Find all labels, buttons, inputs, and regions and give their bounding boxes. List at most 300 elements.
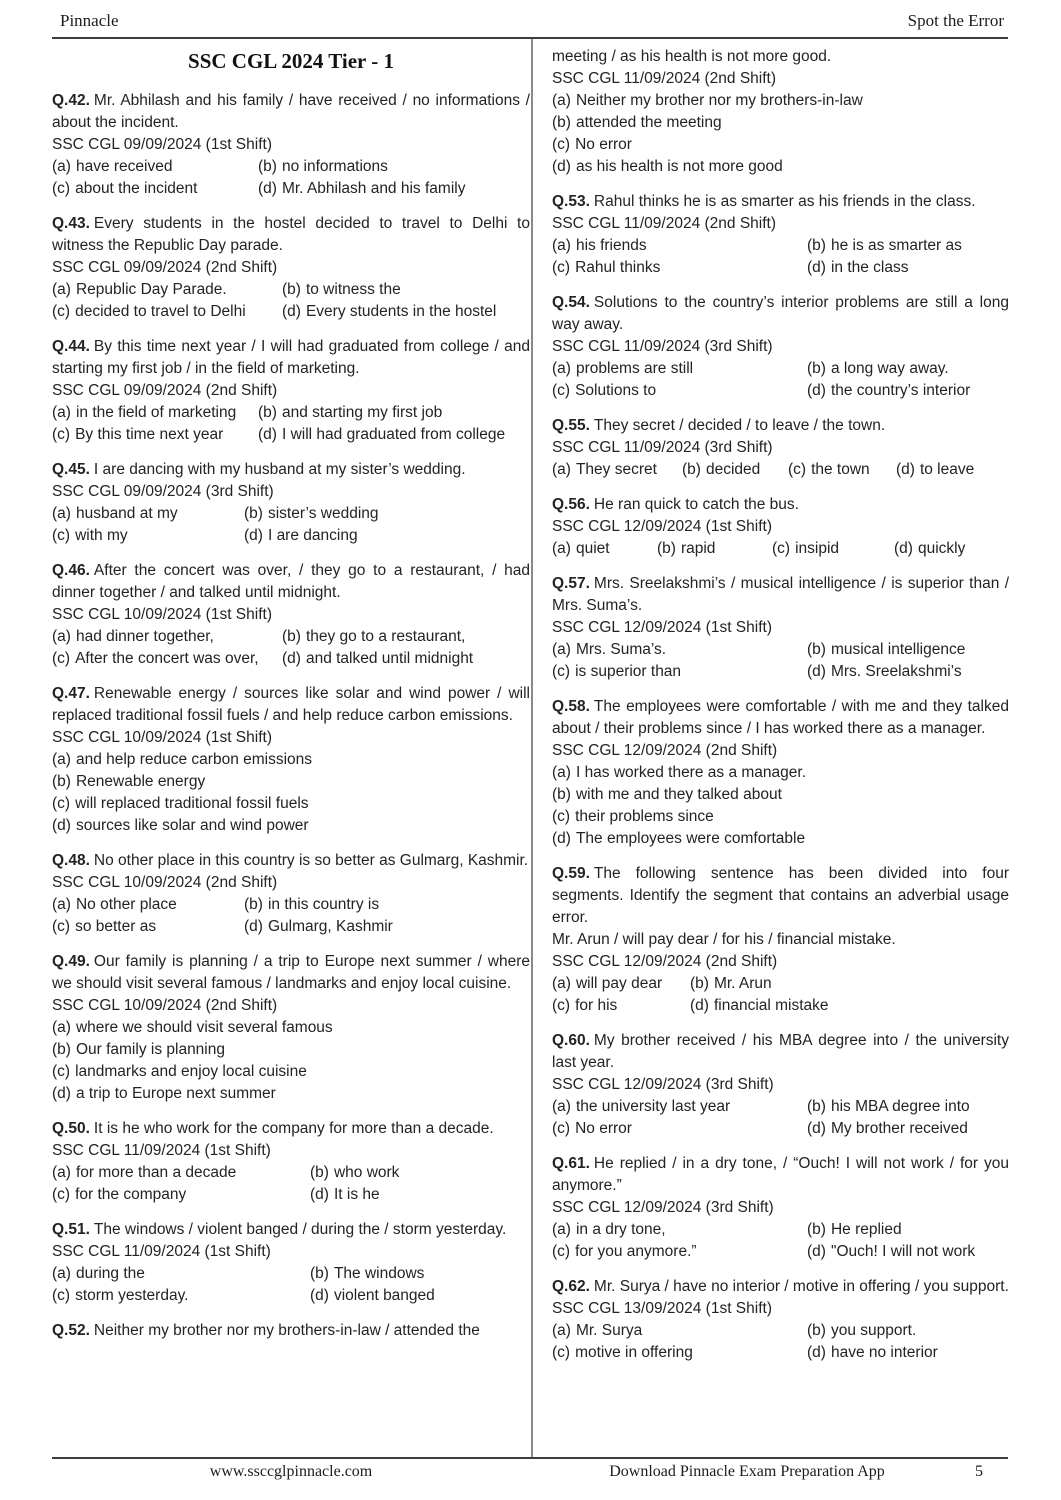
option-text: quickly (917, 540, 966, 557)
options-group (52, 1263, 530, 1307)
option-label: (a) (552, 975, 571, 992)
option-label: (a) (52, 1019, 71, 1036)
option-label: (c) (552, 663, 571, 680)
question-block (52, 850, 530, 938)
question-text (552, 292, 1009, 336)
option-item (552, 156, 1009, 178)
exam-shift-label: SSC CGL 11/09/2024 (3rd Shift) (552, 338, 773, 355)
option-label: (c) (52, 1063, 71, 1080)
option-label: (a) (52, 1265, 71, 1282)
exam-shift-label: SSC CGL 09/09/2024 (2nd Shift) (52, 259, 278, 276)
option-text: He replied (830, 1221, 902, 1238)
option-text: Every students in the hostel (305, 303, 497, 320)
header-brand: Pinnacle (60, 11, 119, 30)
option-label: (a) (52, 158, 71, 175)
options-group (52, 1017, 530, 1105)
option-label: (c) (552, 1120, 571, 1137)
option-item (52, 424, 258, 446)
option-label: (b) (807, 641, 826, 658)
option-label: (c) (788, 461, 807, 478)
option-item (772, 538, 894, 560)
option-item (52, 749, 530, 771)
option-label: (c) (52, 650, 71, 667)
question-text (52, 90, 530, 134)
question-sentence-text: The employees were comfortable / with me and they talked about / their problems since / I has worked there as a manager. (552, 698, 1009, 737)
option-item (552, 134, 1009, 156)
question-block (52, 336, 530, 446)
options-group (52, 626, 530, 670)
option-label: (b) (807, 1221, 826, 1238)
option-label: (b) (682, 461, 701, 478)
option-label: (b) (690, 975, 709, 992)
option-item (52, 178, 258, 200)
option-label: (d) (552, 158, 571, 175)
option-label: (a) (52, 751, 71, 768)
option-text: where we should visit several famous (75, 1019, 333, 1036)
option-text: have received (75, 158, 173, 175)
options-group (52, 402, 530, 446)
exam-shift-label: SSC CGL 12/09/2024 (3rd Shift) (552, 1199, 774, 1216)
question-block (552, 494, 1009, 560)
question-block (552, 573, 1009, 683)
option-label: (a) (52, 628, 71, 645)
option-item (552, 459, 682, 481)
page-title: SSC CGL 2024 Tier - 1 (188, 49, 394, 73)
question-sentence-text: Neither my brother nor my brothers-in-law / attended the (93, 1322, 480, 1339)
exam-shift-label: SSC CGL 09/09/2024 (3rd Shift) (52, 483, 274, 500)
option-item (657, 538, 772, 560)
option-text: as his health is not more good (575, 158, 783, 175)
option-text: Solutions to (575, 382, 657, 399)
option-item (552, 661, 807, 683)
question-text (52, 560, 530, 604)
option-label: (b) (244, 896, 263, 913)
option-item (552, 1342, 807, 1364)
option-label: (c) (552, 808, 571, 825)
option-item (807, 661, 1009, 683)
option-text: I are dancing (267, 527, 358, 544)
option-item (552, 1096, 807, 1118)
option-text: motive in offering (575, 1344, 693, 1361)
right-column (552, 46, 1009, 1377)
option-text: their problems since (575, 808, 714, 825)
header-rule (52, 37, 1008, 39)
option-text: for the company (75, 1186, 187, 1203)
option-text: husband at my (75, 505, 178, 522)
option-label: (d) (807, 259, 826, 276)
question-number: Q.57. (552, 575, 590, 592)
option-label: (a) (52, 896, 71, 913)
option-text: had dinner together, (75, 628, 214, 645)
question-number: Q.50. (52, 1120, 90, 1137)
question-sentence-text: Every students in the hostel decided to travel to Delhi to witness the Republic Day parade. (52, 215, 530, 254)
question-number: Q.44. (52, 338, 90, 355)
option-label: (d) (807, 663, 826, 680)
option-item (552, 995, 690, 1017)
option-label: (a) (552, 1221, 571, 1238)
option-label: (c) (552, 1344, 571, 1361)
option-text: you support. (830, 1322, 917, 1339)
left-column (52, 46, 530, 1355)
left-column-questions (52, 90, 530, 1342)
question-text (52, 850, 530, 872)
question-block (52, 1320, 530, 1342)
question-block (552, 191, 1009, 279)
option-text: Mr. Surya (575, 1322, 643, 1339)
option-item (807, 1320, 1009, 1342)
option-item (807, 358, 1009, 380)
option-label: (d) (690, 997, 709, 1014)
exam-shift-label: SSC CGL 09/09/2024 (2nd Shift) (52, 382, 278, 399)
footer-app-text: Download Pinnacle Exam Preparation App (609, 1463, 885, 1480)
option-label: (a) (52, 505, 71, 522)
option-text: decided to travel to Delhi (75, 303, 246, 320)
question-text (52, 683, 530, 727)
option-item (807, 1241, 1009, 1263)
option-label: (b) (282, 281, 301, 298)
option-item (552, 639, 807, 661)
options-group (52, 503, 530, 547)
option-label: (d) (807, 1344, 826, 1361)
question-text (552, 863, 1009, 929)
option-item (552, 538, 657, 560)
question-sentence-text: After the concert was over, / they go to a restaurant, / had dinner together / and talked until midnight. (52, 562, 530, 601)
column-divider (531, 39, 533, 1457)
option-label: (b) (552, 786, 571, 803)
question-sentence-text: My brother received / his MBA degree into / the university last year. (552, 1032, 1009, 1071)
option-label: (a) (52, 281, 71, 298)
option-text: in the class (830, 259, 909, 276)
option-label: (c) (772, 540, 791, 557)
exam-shift-label: SSC CGL 10/09/2024 (1st Shift) (52, 729, 272, 746)
question-text (52, 213, 530, 257)
option-item (52, 815, 530, 837)
option-text: in this country is (267, 896, 380, 913)
options-group (552, 973, 1009, 1017)
option-text: will replaced traditional fossil fuels (75, 795, 309, 812)
option-text: I will had graduated from college (281, 426, 506, 443)
option-item (552, 1219, 807, 1241)
question-block (552, 696, 1009, 850)
question-sentence-text: Solutions to the country’s interior problems are still a long way away. (552, 294, 1009, 333)
question-sentence-text: meeting / as his health is not more good. (552, 48, 832, 65)
option-item (244, 503, 530, 525)
option-label: (c) (552, 136, 571, 153)
exam-shift-label: SSC CGL 11/09/2024 (3rd Shift) (552, 439, 773, 456)
option-text: Mr. Arun (713, 975, 772, 992)
options-group (52, 749, 530, 837)
option-text: "Ouch! I will not work (830, 1243, 976, 1260)
option-text: no informations (281, 158, 388, 175)
question-sentence-text: Mr. Surya / have no interior / motive in offering / you support. (593, 1278, 1009, 1295)
option-text: the town (811, 461, 870, 478)
option-text: and starting my first job (281, 404, 443, 421)
option-label: (a) (552, 1322, 571, 1339)
question-sentence-text: He ran quick to catch the bus. (593, 496, 799, 513)
option-text: My brother received (830, 1120, 968, 1137)
option-item (552, 112, 1009, 134)
option-item (52, 1017, 530, 1039)
option-item (807, 257, 1009, 279)
option-label: (b) (807, 1098, 826, 1115)
option-text: have no interior (830, 1344, 938, 1361)
option-label: (d) (310, 1186, 329, 1203)
question-number: Q.51. (52, 1221, 90, 1238)
option-label: (c) (52, 918, 71, 935)
option-item (552, 762, 1009, 784)
option-text: will pay dear (575, 975, 663, 992)
question-text (552, 494, 1009, 516)
option-text: for more than a decade (75, 1164, 237, 1181)
exam-shift-label: SSC CGL 10/09/2024 (2nd Shift) (52, 997, 278, 1014)
options-group (52, 1162, 530, 1206)
option-item (258, 402, 530, 424)
option-text: to witness the (305, 281, 401, 298)
option-label: (b) (657, 540, 676, 557)
option-text: No error (575, 1120, 632, 1137)
option-item (552, 380, 807, 402)
option-text: the university last year (575, 1098, 731, 1115)
option-item (258, 424, 530, 446)
option-text: a trip to Europe next summer (75, 1085, 276, 1102)
question-sentence-text: The windows / violent banged / during the / storm yesterday. (93, 1221, 507, 1238)
option-item (52, 1184, 310, 1206)
option-label: (a) (552, 1098, 571, 1115)
option-item (552, 1320, 807, 1342)
option-label: (d) (807, 1243, 826, 1260)
exam-shift-label: SSC CGL 10/09/2024 (2nd Shift) (52, 874, 278, 891)
question-block (552, 46, 1009, 178)
option-item (52, 503, 244, 525)
exam-shift-label: SSC CGL 11/09/2024 (2nd Shift) (552, 70, 777, 87)
options-group (552, 538, 1009, 560)
option-item (788, 459, 896, 481)
options-group (52, 156, 530, 200)
option-label: (d) (282, 303, 301, 320)
question-sentence-text: Mrs. Sreelakshmi’s / musical intelligence / is superior than / Mrs. Suma’s. (552, 575, 1009, 614)
question-block (552, 1276, 1009, 1364)
option-item (258, 156, 530, 178)
question-number: Q.52. (52, 1322, 90, 1339)
option-label: (c) (552, 997, 571, 1014)
option-label: (b) (258, 158, 277, 175)
footer-website: www.ssccglpinnacle.com (209, 1463, 373, 1480)
option-label: (c) (52, 1186, 71, 1203)
option-item (258, 178, 530, 200)
option-item (690, 973, 1009, 995)
question-number: Q.62. (552, 1278, 590, 1295)
option-item (807, 1118, 1009, 1140)
option-item (807, 1342, 1009, 1364)
question-number: Q.42. (52, 92, 90, 109)
option-item (282, 626, 530, 648)
option-text: storm yesterday. (75, 1287, 189, 1304)
option-label: (b) (52, 1041, 71, 1058)
options-group (52, 894, 530, 938)
question-block (52, 459, 530, 547)
option-item (807, 235, 1009, 257)
option-label: (d) (552, 830, 571, 847)
option-text: for his (575, 997, 618, 1014)
footer-rule (52, 1457, 1008, 1459)
question-sentence-text: No other place in this country is so better as Gulmarg, Kashmir. (93, 852, 529, 869)
options-group (552, 1096, 1009, 1140)
question-block (552, 1030, 1009, 1140)
option-item (52, 402, 258, 424)
question-block (52, 90, 530, 200)
option-text: and help reduce carbon emissions (75, 751, 313, 768)
question-number: Q.49. (52, 953, 90, 970)
option-label: (b) (807, 360, 826, 377)
footer-page-number: 5 (975, 1463, 983, 1480)
question-sentence-text: The following sentence has been divided into four segments. Identify the segment that contains an adverbial usage error. (552, 865, 1009, 926)
option-text: After the concert was over, (75, 650, 259, 667)
option-item (310, 1184, 530, 1206)
option-text: insipid (795, 540, 840, 557)
option-label: (a) (552, 92, 571, 109)
option-text: musical intelligence (830, 641, 966, 658)
option-text: Mrs. Suma’s. (575, 641, 667, 658)
option-text: Neither my brother nor my brothers-in-law (575, 92, 863, 109)
option-label: (a) (552, 237, 571, 254)
option-text: landmarks and enjoy local cuisine (75, 1063, 307, 1080)
option-item (52, 771, 530, 793)
option-label: (b) (310, 1265, 329, 1282)
exam-shift-label: SSC CGL 11/09/2024 (2nd Shift) (552, 215, 777, 232)
option-label: (d) (896, 461, 915, 478)
option-item (310, 1263, 530, 1285)
option-item (52, 648, 282, 670)
option-item (807, 639, 1009, 661)
question-text (52, 1118, 530, 1140)
option-item (552, 806, 1009, 828)
option-item (552, 1118, 807, 1140)
option-text: sources like solar and wind power (75, 817, 309, 834)
exam-shift-label: SSC CGL 12/09/2024 (1st Shift) (552, 619, 772, 636)
option-label: (b) (52, 773, 71, 790)
option-item (52, 1083, 530, 1105)
option-text: his MBA degree into (830, 1098, 970, 1115)
option-item (52, 156, 258, 178)
option-text: It is he (333, 1186, 380, 1203)
option-text: They secret (575, 461, 657, 478)
question-block (52, 1219, 530, 1307)
option-item (807, 1096, 1009, 1118)
option-label: (c) (52, 527, 71, 544)
option-item (52, 301, 282, 323)
question-number: Q.59. (552, 865, 590, 882)
option-text: during the (75, 1265, 145, 1282)
option-text: in the field of marketing (75, 404, 237, 421)
option-item (52, 793, 530, 815)
options-group (552, 358, 1009, 402)
question-sentence-text: They secret / decided / to leave / the town. (593, 417, 886, 434)
options-group (552, 1219, 1009, 1263)
option-item (894, 538, 1009, 560)
option-label: (c) (552, 382, 571, 399)
option-text: they go to a restaurant, (305, 628, 466, 645)
option-item (552, 828, 1009, 850)
exam-shift-label: SSC CGL 12/09/2024 (1st Shift) (552, 518, 772, 535)
options-group (552, 1320, 1009, 1364)
question-text (552, 696, 1009, 740)
question-number: Q.56. (552, 496, 590, 513)
option-item (52, 916, 244, 938)
question-number: Q.45. (52, 461, 90, 478)
option-text: about the incident (75, 180, 198, 197)
option-text: Renewable energy (75, 773, 206, 790)
question-text (52, 1320, 530, 1342)
question-text (52, 336, 530, 380)
option-item (690, 995, 1009, 1017)
option-text: so better as (75, 918, 157, 935)
option-label: (d) (52, 817, 71, 834)
option-label: (b) (244, 505, 263, 522)
option-item (807, 1219, 1009, 1241)
option-label: (c) (52, 180, 71, 197)
option-label: (d) (244, 918, 263, 935)
option-item (52, 1061, 530, 1083)
question-text (552, 415, 1009, 437)
option-item (552, 358, 807, 380)
option-label: (b) (310, 1164, 329, 1181)
option-label: (b) (258, 404, 277, 421)
question-block (52, 560, 530, 670)
question-sentence-text: Our family is planning / a trip to Europe next summer / where we should visit several famous / landmarks and enjoy local cuisine. (52, 953, 530, 992)
option-text: in a dry tone, (575, 1221, 666, 1238)
option-item (52, 894, 244, 916)
option-label: (c) (52, 1287, 71, 1304)
option-label: (d) (807, 1120, 826, 1137)
question-text (552, 1153, 1009, 1197)
option-label: (c) (52, 795, 71, 812)
option-text: violent banged (333, 1287, 435, 1304)
option-item (52, 525, 244, 547)
option-text: attended the meeting (575, 114, 722, 131)
question-text (552, 573, 1009, 617)
option-text: The employees were comfortable (575, 830, 806, 847)
option-label: (d) (52, 1085, 71, 1102)
option-text: rapid (680, 540, 716, 557)
option-text: Gulmarg, Kashmir (267, 918, 393, 935)
option-label: (c) (52, 426, 71, 443)
option-label: (d) (807, 382, 826, 399)
options-group (552, 235, 1009, 279)
option-item (52, 1285, 310, 1307)
option-item (552, 973, 690, 995)
options-group (552, 639, 1009, 683)
option-label: (a) (552, 360, 571, 377)
option-text: No other place (75, 896, 177, 913)
option-label: (b) (807, 1322, 826, 1339)
option-label: (c) (52, 303, 71, 320)
question-sentence-text: I are dancing with my husband at my sister’s wedding. (93, 461, 466, 478)
question-text (552, 1276, 1009, 1298)
exam-shift-label: SSC CGL 10/09/2024 (1st Shift) (52, 606, 272, 623)
option-item (52, 1263, 310, 1285)
option-item (310, 1162, 530, 1184)
option-label: (a) (552, 641, 571, 658)
option-label: (c) (552, 259, 571, 276)
question-sentence-text: Mr. Abhilash and his family / have received / no informations / about the incident. (52, 92, 530, 131)
option-label: (d) (310, 1287, 329, 1304)
option-text: quiet (575, 540, 610, 557)
question-text (52, 951, 530, 995)
question-block (552, 415, 1009, 481)
option-text: his friends (575, 237, 647, 254)
option-item (282, 279, 530, 301)
option-text: a long way away. (830, 360, 949, 377)
